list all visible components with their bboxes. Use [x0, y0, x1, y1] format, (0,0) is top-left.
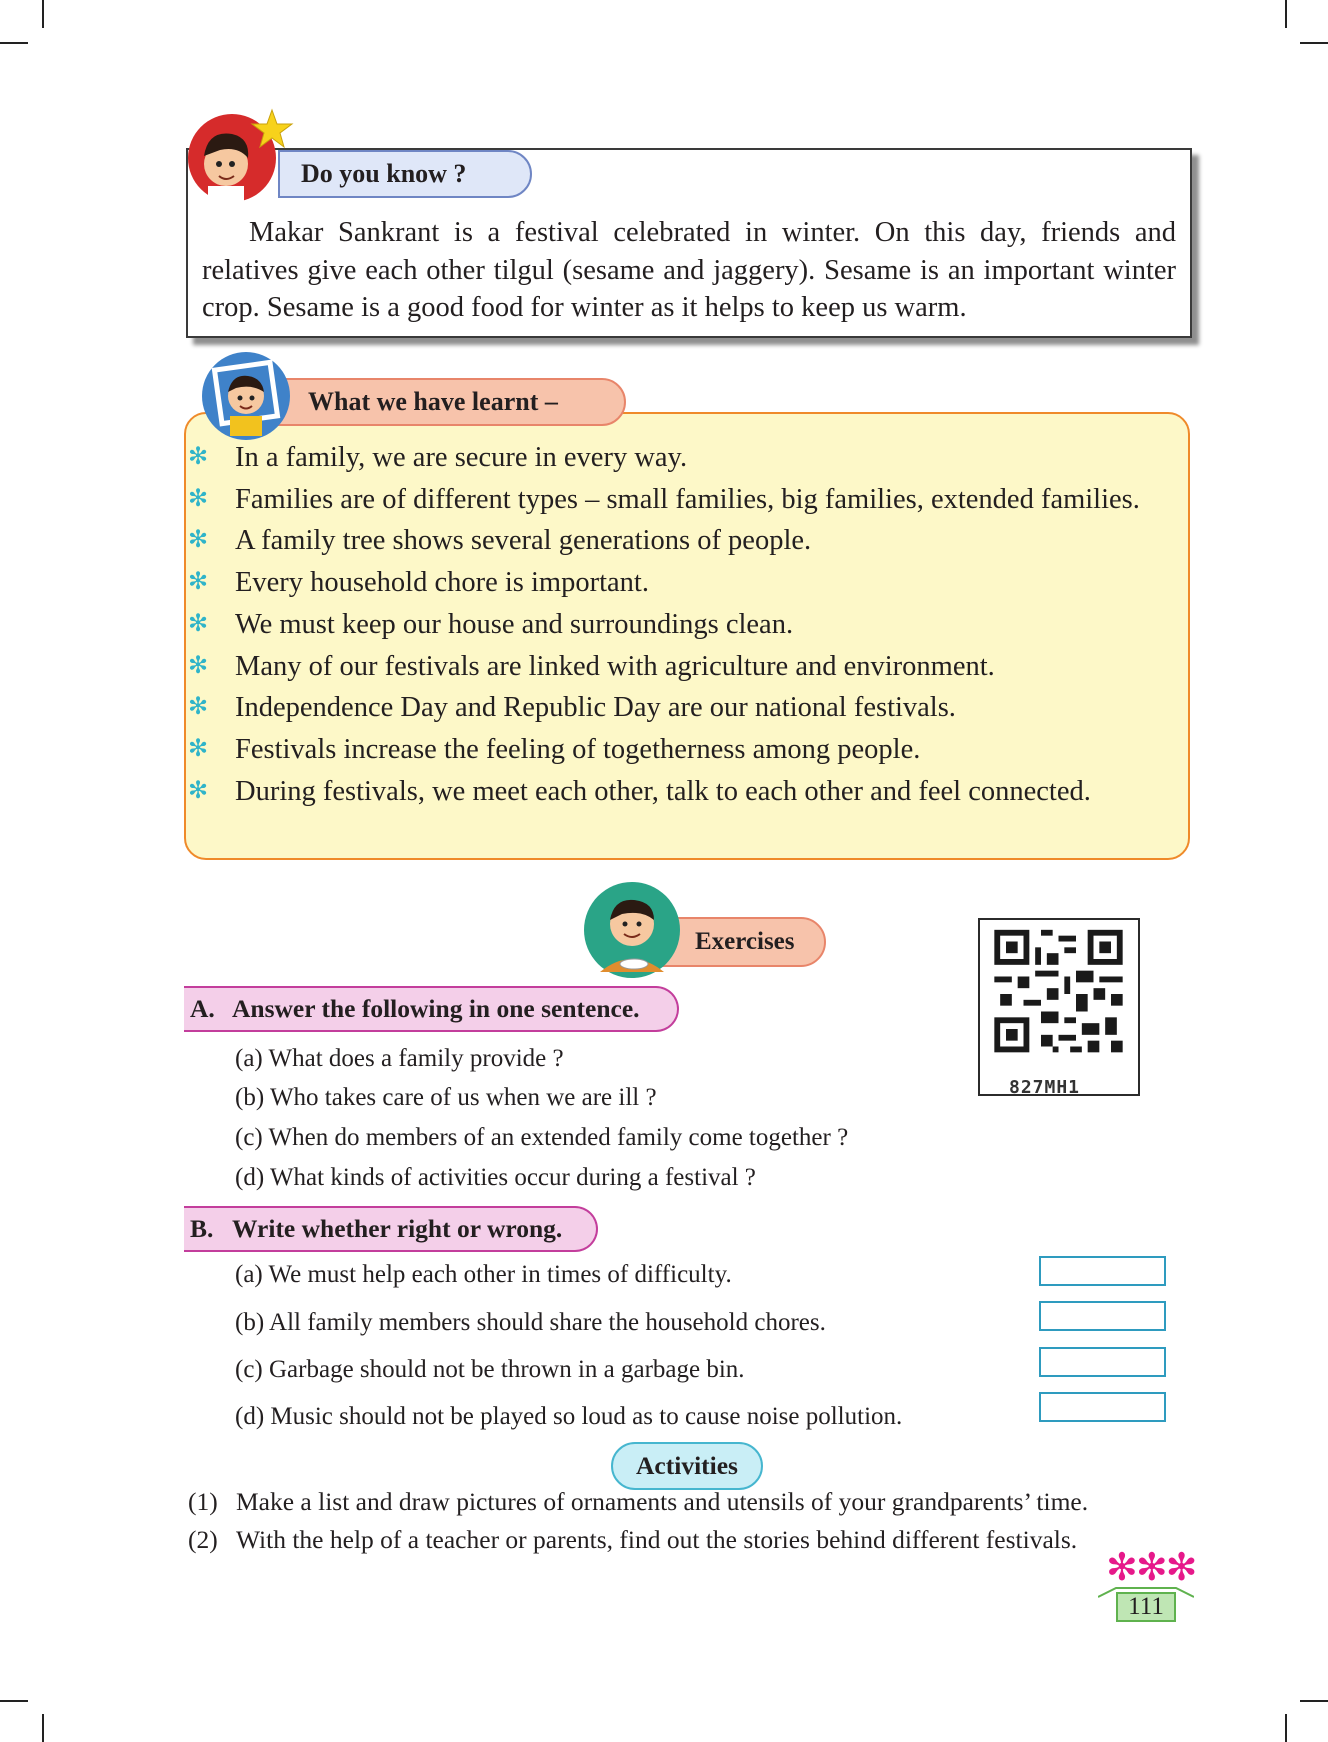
boy-eating-illustration	[582, 880, 684, 978]
qr-code-label: 827MH1	[1009, 1077, 1081, 1098]
question-a-c: (c) When do members of an extended family come together ?	[235, 1124, 849, 1151]
question-a-a: (a) What does a family provide ?	[235, 1045, 564, 1072]
answer-box-b-b[interactable]	[1039, 1301, 1166, 1331]
answer-box-b-a[interactable]	[1039, 1256, 1166, 1286]
crop-mark	[1300, 1700, 1328, 1702]
crop-mark	[1285, 1714, 1287, 1742]
crop-mark	[42, 0, 44, 28]
asterisk-bullet-icon: ✻	[188, 694, 209, 721]
answer-box-b-c[interactable]	[1039, 1347, 1166, 1377]
crop-mark	[1300, 42, 1328, 44]
flower-ornament-icon: ✻✻✻	[1106, 1547, 1196, 1589]
activity-item: (1) Make a list and draw pictures of ornaments and utensils of your grandparents’ time.	[188, 1487, 1089, 1516]
asterisk-bullet-icon: ✻	[188, 735, 209, 762]
question-b-b: (b) All family members should share the household chores.	[235, 1309, 826, 1336]
page-number: 111	[1116, 1592, 1176, 1622]
learnt-list	[184, 437, 1194, 812]
crop-mark	[0, 42, 28, 44]
asterisk-bullet-icon: ✻	[188, 444, 209, 470]
list-item: ✻ Every household chore is important.	[184, 562, 1194, 604]
qr-code[interactable]	[978, 918, 1140, 1096]
question-b-d: (d) Music should not be played so loud as to cause noise pollution.	[235, 1403, 903, 1430]
question-b-c: (c) Garbage should not be thrown in a garbage bin.	[235, 1356, 745, 1383]
asterisk-bullet-icon: ✻	[188, 652, 209, 679]
activities-title: Activities	[611, 1442, 763, 1490]
asterisk-bullet-icon: ✻	[188, 777, 209, 804]
crop-mark	[42, 1714, 44, 1742]
section-a-heading: A. Answer the following in one sentence.	[184, 986, 679, 1032]
crop-mark	[1285, 0, 1287, 28]
list-item: ✻ Families are of different types – small families, big families, extended families.	[184, 479, 1194, 521]
crop-mark	[0, 1700, 28, 1702]
activity-item: (2) With the help of a teacher or parents, find out the stories behind different festivals.	[188, 1525, 1078, 1554]
asterisk-bullet-icon: ✻	[188, 610, 209, 637]
question-a-b: (b) Who takes care of us when we are ill ?	[235, 1084, 657, 1111]
section-b-heading: B. Write whether right or wrong.	[184, 1206, 598, 1252]
list-item: ✻ During festivals, we meet each other, talk to each other and feel connected.	[184, 771, 1194, 813]
exercises-title: Exercises	[646, 917, 826, 967]
boy-with-frame-illustration	[196, 350, 296, 440]
boy-thinking-illustration	[186, 108, 296, 204]
asterisk-bullet-icon: ✻	[188, 569, 209, 596]
do-you-know-title: Do you know ?	[278, 150, 532, 198]
list-item: ✻ Independence Day and Republic Day are our national festivals.	[184, 687, 1194, 729]
asterisk-bullet-icon: ✻	[188, 485, 209, 512]
list-item: ✻ Festivals increase the feeling of togetherness among people.	[184, 729, 1194, 771]
qr-code-icon	[980, 924, 1137, 1064]
list-item: ✻ Many of our festivals are linked with agriculture and environment.	[184, 646, 1194, 688]
list-item: ✻ We must keep our house and surroundings clean.	[184, 604, 1194, 646]
list-item: ✻ In a family, we are secure in every way.	[184, 437, 1194, 479]
answer-box-b-d[interactable]	[1039, 1392, 1166, 1422]
question-b-a: (a) We must help each other in times of difficulty.	[235, 1261, 732, 1288]
asterisk-bullet-icon: ✻	[188, 527, 209, 554]
learnt-title: What we have learnt –	[272, 378, 626, 426]
list-item: ✻ A family tree shows several generations of people.	[184, 520, 1194, 562]
do-you-know-text: Makar Sankrant is a festival celebrated in winter. On this day, friends and relatives give each other tilgul (sesame and jaggery). Sesame is an important winter crop. Sesame is a good food for winter as it helps to keep us warm.	[202, 217, 1176, 323]
question-a-d: (d) What kinds of activities occur during a festival ?	[235, 1164, 756, 1191]
